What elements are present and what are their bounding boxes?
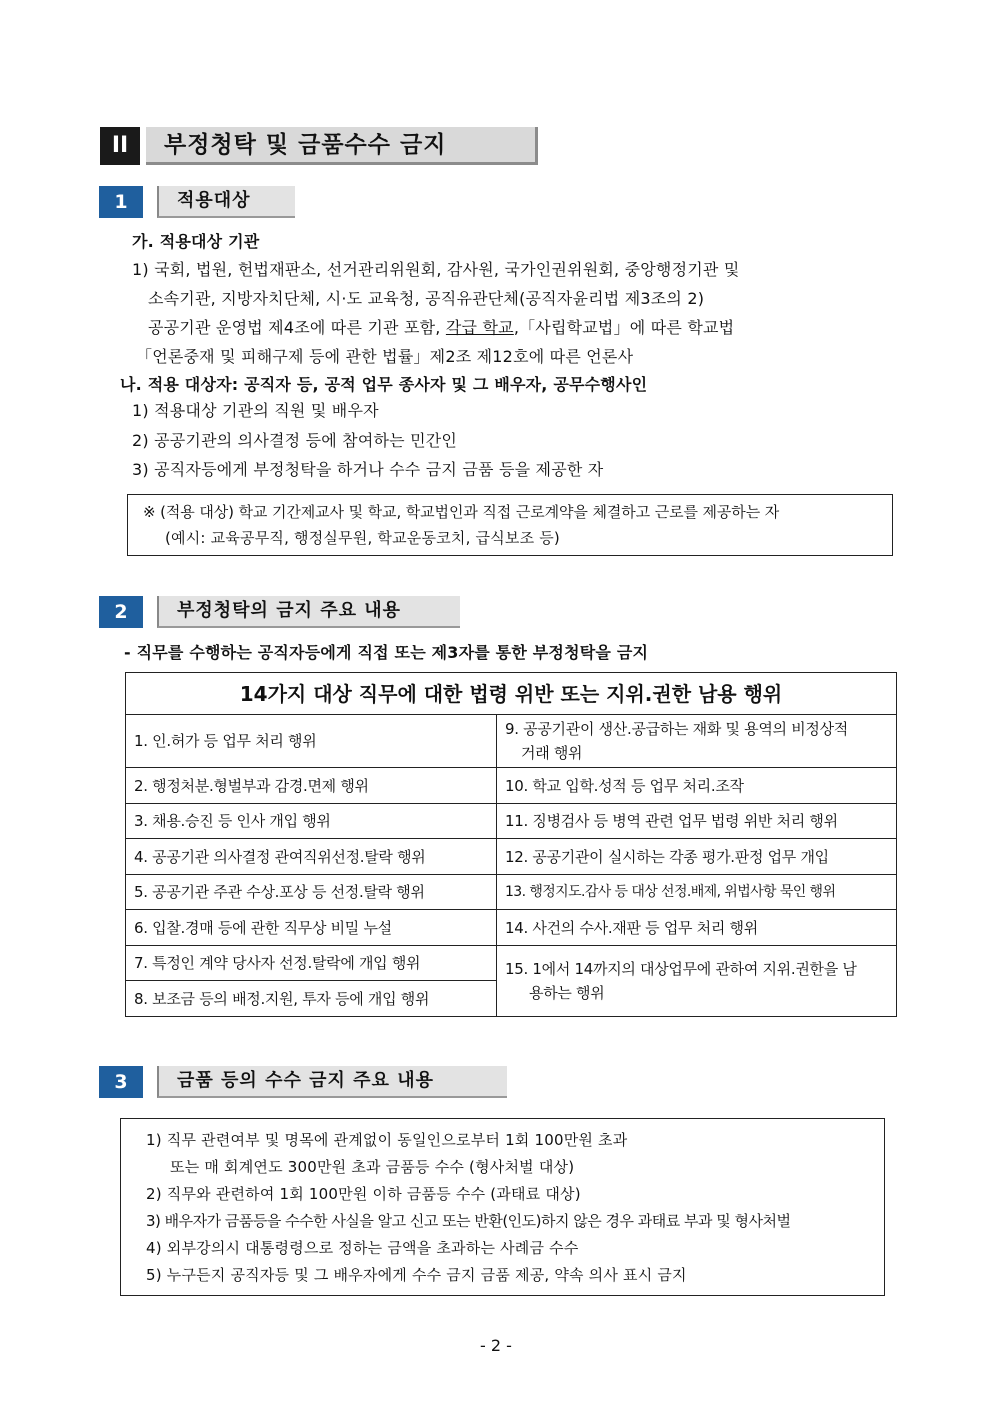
prohibition-line-1: 1) 직무 관련여부 및 명목에 관계없이 동일인으로부터 1회 100만원 초과 bbox=[146, 1131, 628, 1149]
chapter-title: 부정청탁 및 금품수수 금지 bbox=[146, 127, 538, 165]
duty-6: 6. 입찰.경매 등에 관한 직무상 비밀 누설 bbox=[126, 910, 497, 946]
table-row bbox=[126, 839, 897, 875]
table-row bbox=[126, 804, 897, 839]
section-1-a-line-3-underlined: 각급 학교 bbox=[445, 318, 514, 337]
duty-2: 2. 행정처분.형벌부과 감경.면제 행위 bbox=[126, 768, 497, 804]
note-line-2: (예시: 교육공무직, 행정실무원, 학교운동코치, 급식보조 등) bbox=[165, 529, 560, 547]
section-1-a-line-3-post: ,「사립학교법」에 따른 학교법 bbox=[513, 318, 735, 337]
section-1-number: 1 bbox=[99, 186, 143, 218]
duty-1: 1. 인.허가 등 업무 처리 행위 bbox=[126, 715, 497, 768]
duty-9-line-2: 거래 행위 bbox=[521, 744, 583, 762]
duty-4: 4. 공공기관 의사결정 관여직위선정.탈락 행위 bbox=[126, 839, 497, 875]
table-row bbox=[126, 910, 897, 946]
duty-12: 12. 공공기관이 실시하는 각종 평가.판정 업무 개입 bbox=[497, 839, 897, 875]
section-1-a-line-2: 소속기관, 지방자치단체, 시·도 교육청, 공직유관단체(공직자윤리법 제3조의 2) bbox=[148, 289, 705, 308]
section-1-a-line-1: 1) 국회, 법원, 헌법재판소, 선거관리위원회, 감사원, 국가인권위원회, 중앙행정기관 및 bbox=[132, 260, 740, 279]
prohibition-line-1b: 또는 매 회계연도 300만원 초과 금품등 수수 (형사처벌 대상) bbox=[170, 1158, 575, 1176]
table-title: 14가지 대상 직무에 대한 법령 위반 또는 지위.권한 남용 행위 bbox=[126, 673, 897, 715]
section-1-b-line-1: 1) 적용대상 기관의 직원 및 배우자 bbox=[132, 401, 379, 420]
section-2-number: 2 bbox=[99, 596, 143, 628]
section-2-intro: - 직무를 수행하는 공직자등에게 직접 또는 제3자를 통한 부정청탁을 금지 bbox=[124, 643, 649, 662]
duty-15-line-2: 용하는 행위 bbox=[529, 984, 605, 1002]
table-row bbox=[126, 875, 897, 910]
section-3-number: 3 bbox=[99, 1066, 143, 1098]
duty-14: 14. 사건의 수사.재판 등 업무 처리 행위 bbox=[497, 910, 897, 946]
duty-10: 10. 학교 입학.성적 등 업무 처리.조작 bbox=[497, 768, 897, 804]
section-1-a-line-3 bbox=[148, 318, 734, 338]
duty-15 bbox=[497, 946, 897, 1017]
duty-8: 8. 보조금 등의 배정.지원, 투자 등에 개입 행위 bbox=[126, 981, 497, 1017]
duties-table bbox=[125, 672, 897, 1017]
table-header-row bbox=[126, 673, 897, 715]
duty-3: 3. 채용.승진 등 인사 개입 행위 bbox=[126, 804, 497, 839]
duty-9 bbox=[497, 715, 897, 768]
duty-13: 13. 행정지도.감사 등 대상 선정.배제, 위법사항 묵인 행위 bbox=[497, 875, 897, 910]
duty-15-line-1: 15. 1에서 14까지의 대상업무에 관하여 지위.권한을 남 bbox=[505, 960, 857, 978]
chapter-number: II bbox=[100, 127, 140, 165]
section-2-title: 부정청탁의 금지 주요 내용 bbox=[157, 596, 460, 628]
section-1-a-line-3-pre: 공공기관 운영법 제4조에 따른 기관 포함, bbox=[148, 318, 446, 337]
prohibition-line-2: 2) 직무와 관련하여 1회 100만원 이하 금품등 수수 (과태료 대상) bbox=[146, 1185, 581, 1203]
duty-7: 7. 특정인 계약 당사자 선정.탈락에 개입 행위 bbox=[126, 946, 497, 981]
table-row bbox=[126, 768, 897, 804]
section-3-title: 금품 등의 수수 금지 주요 내용 bbox=[157, 1066, 507, 1098]
duty-9-line-1: 9. 공공기관이 생산.공급하는 재화 및 용역의 비정상적 bbox=[505, 720, 848, 738]
prohibition-line-4: 4) 외부강의시 대통령령으로 정하는 금액을 초과하는 사례금 수수 bbox=[146, 1239, 579, 1257]
section-1-b-line-3: 3) 공직자등에게 부정청탁을 하거나 수수 금지 금품 등을 제공한 자 bbox=[132, 460, 604, 479]
section-1-b-line-2: 2) 공공기관의 의사결정 등에 참여하는 민간인 bbox=[132, 431, 458, 450]
page-number: - 2 - bbox=[480, 1336, 512, 1355]
table-row bbox=[126, 715, 897, 768]
table-row bbox=[126, 946, 897, 981]
note-line-1: ※ (적용 대상) 학교 기간제교사 및 학교, 학교법인과 직접 근로계약을 체결하고 근로를 제공하는 자 bbox=[143, 503, 780, 521]
section-1-a-title: 가. 적용대상 기관 bbox=[132, 232, 260, 251]
section-1-title: 적용대상 bbox=[157, 186, 295, 218]
prohibition-line-5: 5) 누구든지 공직자등 및 그 배우자에게 수수 금지 금품 제공, 약속 의사 표시 금지 bbox=[146, 1266, 687, 1284]
duty-11: 11. 징병검사 등 병역 관련 업무 법령 위반 처리 행위 bbox=[497, 804, 897, 839]
duty-5: 5. 공공기관 주관 수상.포상 등 선정.탈락 행위 bbox=[126, 875, 497, 910]
section-1-a-line-4: 「언론중재 및 피해구제 등에 관한 법률」제2조 제12호에 따른 언론사 bbox=[136, 347, 634, 366]
section-1-b-title: 나. 적용 대상자: 공직자 등, 공적 업무 종사자 및 그 배우자, 공무수행사인 bbox=[120, 375, 648, 394]
prohibition-line-3: 3) 배우자가 금품등을 수수한 사실을 알고 신고 또는 반환(인도)하지 않은 경우 과태료 부과 및 형사처벌 bbox=[146, 1212, 791, 1230]
